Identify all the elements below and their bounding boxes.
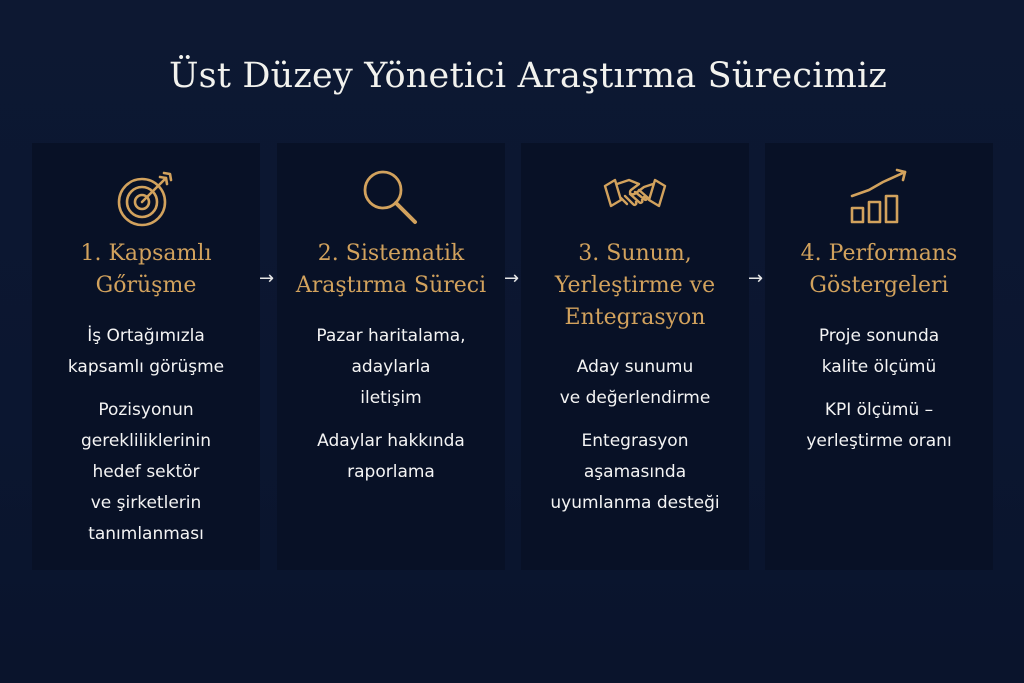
page-title: Üst Düzey Yönetici Araştırma Sürecimiz — [168, 56, 888, 96]
magnifier-icon — [359, 166, 423, 230]
step-card-4 — [765, 143, 993, 570]
step-bullet: Pozisyonun gerekliliklerinin hedef sektör ve şirketlerin tanımlanması — [80, 400, 212, 544]
arrow-icon: → — [748, 268, 764, 289]
step-card-1 — [32, 143, 260, 570]
step-bullet: Aday sunumu ve değerlendirme — [559, 357, 711, 408]
step-bullet: Pazar haritalama, adaylarla iletişim — [316, 326, 466, 408]
step-bullet: Proje sonunda kalite ölçümü — [818, 326, 940, 377]
step-card-2 — [277, 143, 505, 570]
handshake-icon — [603, 166, 667, 230]
step-title: 3. Sunum, Yerleştirme ve Entegrasyon — [554, 241, 716, 330]
arrow-icon: → — [259, 268, 275, 289]
arrow-icon: → — [504, 268, 520, 289]
growth-chart-icon — [847, 166, 911, 230]
step-bullets — [32, 321, 260, 562]
step-title: 2. Sistematik Araştırma Süreci — [295, 241, 487, 298]
step-bullets — [521, 352, 749, 531]
step-title: 4. Performans Göstergeleri — [800, 241, 958, 298]
step-bullets — [277, 321, 505, 500]
step-card-3 — [521, 143, 749, 570]
step-bullet: KPI ölçümü – yerleştirme oranı — [806, 400, 952, 451]
step-bullets — [765, 321, 993, 469]
step-bullet: Entegrasyon aşamasında uyumlanma desteği — [550, 431, 720, 513]
step-bullet: Adaylar hakkında raporlama — [317, 431, 465, 482]
target-icon — [114, 166, 178, 230]
step-bullet: İş Ortağımızla kapsamlı görüşme — [67, 326, 225, 377]
step-title: 1. Kapsamlı Gőrüşme — [80, 241, 212, 298]
